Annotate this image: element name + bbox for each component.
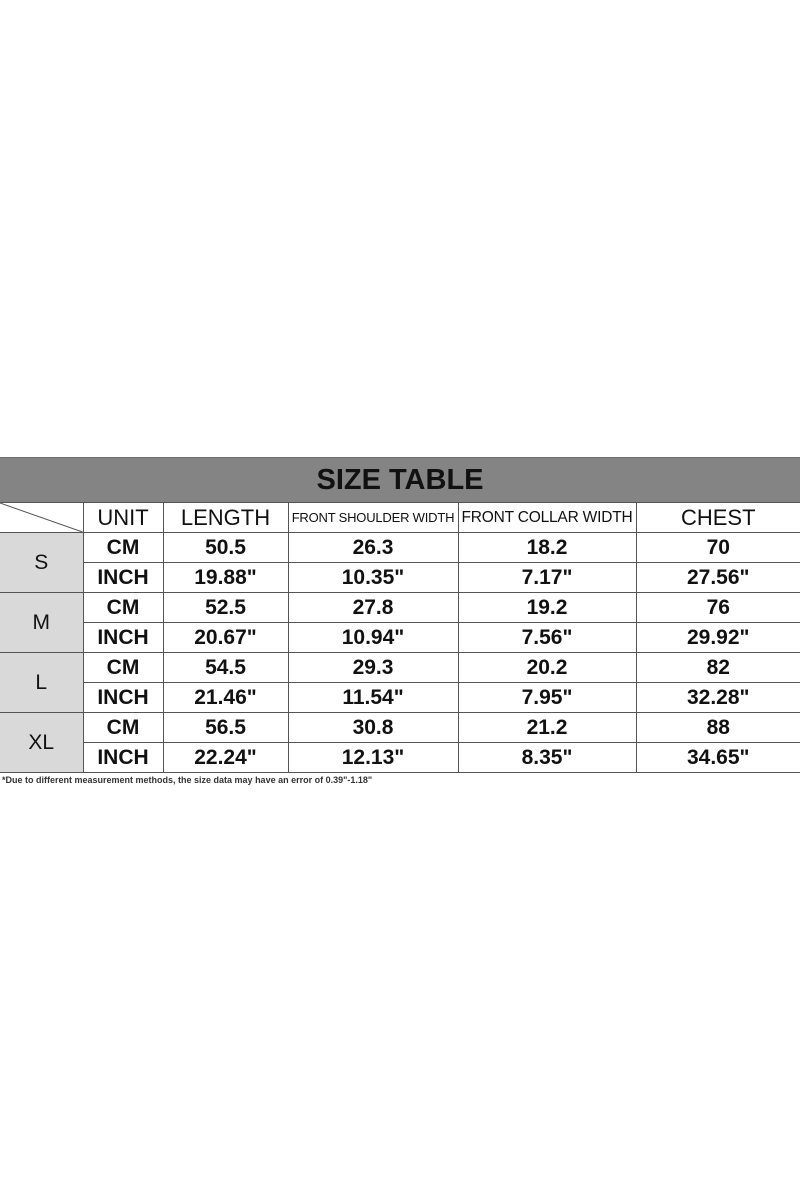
size-label: M bbox=[0, 593, 83, 653]
diagonal-line-icon bbox=[0, 503, 83, 532]
chest-value: 76 bbox=[636, 593, 800, 623]
front-collar-width-value: 18.2 bbox=[458, 533, 636, 563]
table-header-row bbox=[0, 503, 800, 533]
table-row bbox=[0, 623, 800, 653]
length-value: 52.5 bbox=[163, 593, 288, 623]
unit-label: INCH bbox=[83, 563, 163, 593]
unit-label: INCH bbox=[83, 743, 163, 773]
size-label: L bbox=[0, 653, 83, 713]
length-value: 50.5 bbox=[163, 533, 288, 563]
length-value: 19.88" bbox=[163, 563, 288, 593]
size-table bbox=[0, 502, 800, 773]
front-collar-width-value: 20.2 bbox=[458, 653, 636, 683]
header-front-collar-width: FRONT COLLAR WIDTH bbox=[458, 503, 636, 533]
unit-label: CM bbox=[83, 533, 163, 563]
header-chest: CHEST bbox=[636, 503, 800, 533]
table-row bbox=[0, 713, 800, 743]
front-shoulder-width-value: 27.8 bbox=[288, 593, 458, 623]
chest-value: 34.65" bbox=[636, 743, 800, 773]
chest-value: 70 bbox=[636, 533, 800, 563]
front-collar-width-value: 8.35" bbox=[458, 743, 636, 773]
unit-label: INCH bbox=[83, 623, 163, 653]
chest-value: 88 bbox=[636, 713, 800, 743]
front-shoulder-width-value: 30.8 bbox=[288, 713, 458, 743]
chest-value: 32.28" bbox=[636, 683, 800, 713]
table-row bbox=[0, 683, 800, 713]
front-shoulder-width-value: 12.13" bbox=[288, 743, 458, 773]
unit-label: CM bbox=[83, 653, 163, 683]
unit-label: INCH bbox=[83, 683, 163, 713]
header-length: LENGTH bbox=[163, 503, 288, 533]
length-value: 22.24" bbox=[163, 743, 288, 773]
length-value: 20.67" bbox=[163, 623, 288, 653]
size-table-title: SIZE TABLE bbox=[0, 457, 800, 502]
front-shoulder-width-value: 11.54" bbox=[288, 683, 458, 713]
length-value: 54.5 bbox=[163, 653, 288, 683]
front-collar-width-value: 7.95" bbox=[458, 683, 636, 713]
front-shoulder-width-value: 29.3 bbox=[288, 653, 458, 683]
chest-value: 27.56" bbox=[636, 563, 800, 593]
chest-value: 82 bbox=[636, 653, 800, 683]
front-shoulder-width-value: 10.94" bbox=[288, 623, 458, 653]
table-row bbox=[0, 653, 800, 683]
measurement-footnote: *Due to different measurement methods, the size data may have an error of 0.39"-1.18" bbox=[2, 775, 373, 785]
chest-value: 29.92" bbox=[636, 623, 800, 653]
table-row bbox=[0, 593, 800, 623]
unit-label: CM bbox=[83, 713, 163, 743]
size-label: XL bbox=[0, 713, 83, 773]
size-chart bbox=[0, 457, 800, 785]
front-collar-width-value: 7.56" bbox=[458, 623, 636, 653]
front-collar-width-value: 7.17" bbox=[458, 563, 636, 593]
front-shoulder-width-value: 26.3 bbox=[288, 533, 458, 563]
corner-diagonal-cell bbox=[0, 503, 83, 533]
table-row bbox=[0, 533, 800, 563]
header-front-shoulder-width: FRONT SHOULDER WIDTH bbox=[288, 503, 458, 533]
table-row bbox=[0, 743, 800, 773]
table-row bbox=[0, 563, 800, 593]
unit-label: CM bbox=[83, 593, 163, 623]
length-value: 56.5 bbox=[163, 713, 288, 743]
size-label: S bbox=[0, 533, 83, 593]
length-value: 21.46" bbox=[163, 683, 288, 713]
front-collar-width-value: 21.2 bbox=[458, 713, 636, 743]
header-unit: UNIT bbox=[83, 503, 163, 533]
front-shoulder-width-value: 10.35" bbox=[288, 563, 458, 593]
front-collar-width-value: 19.2 bbox=[458, 593, 636, 623]
